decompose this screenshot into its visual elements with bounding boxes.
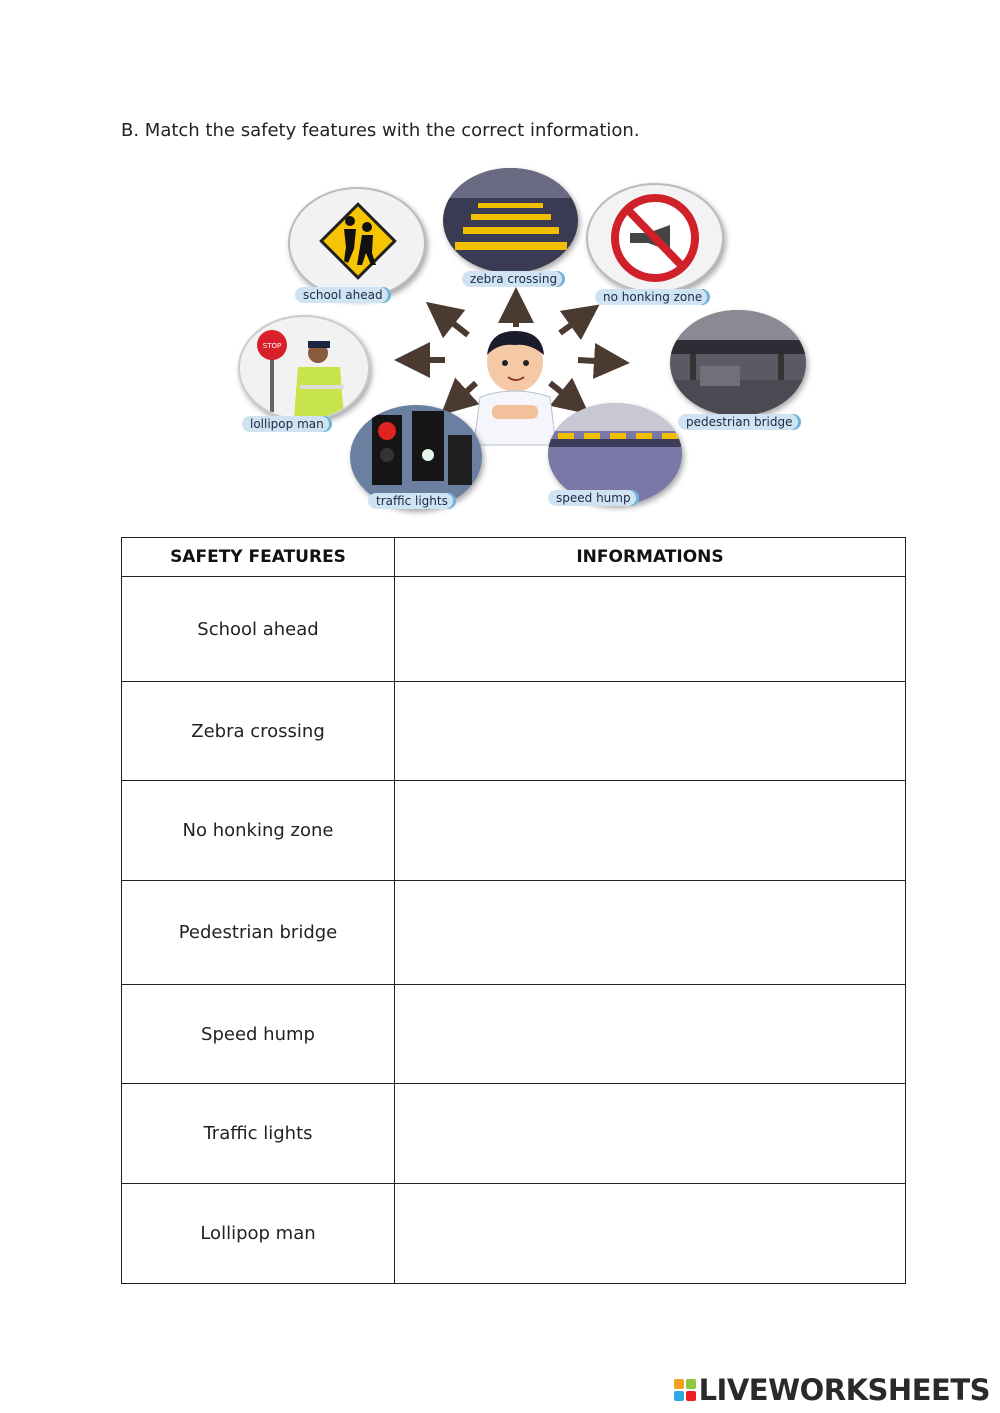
information-drop-zone[interactable] [395, 985, 906, 1084]
no-honking-sign [586, 183, 724, 293]
information-drop-zone[interactable] [395, 1084, 906, 1184]
school-ahead-icon [290, 189, 424, 297]
information-drop-zone[interactable] [395, 881, 906, 985]
table-row [122, 781, 906, 881]
information-drop-zone[interactable] [395, 577, 906, 682]
arrow-down-left-icon [454, 383, 476, 403]
no-honking-icon [588, 185, 722, 291]
pedestrian-bridge-icon [670, 310, 806, 416]
arrow-up-right-icon [560, 315, 585, 333]
feature-cell: Lollipop man [122, 1184, 395, 1284]
matching-table [121, 537, 906, 1284]
information-drop-zone[interactable] [395, 781, 906, 881]
safety-features-illustration [230, 165, 820, 520]
table-row [122, 577, 906, 682]
boy-figure [474, 331, 556, 445]
label-traffic-lights: traffic lights [368, 493, 456, 509]
arrow-right-icon [578, 360, 612, 362]
feature-cell: School ahead [122, 577, 395, 682]
label-zebra-crossing: zebra crossing [462, 271, 565, 287]
lollipop-man-photo [238, 315, 370, 421]
brand-name: LIVEWORKSHEETS [698, 1373, 990, 1407]
arrow-down-right-icon [550, 383, 575, 403]
instruction-text: B. Match the safety features with the correct information. [121, 120, 640, 141]
lollipop-man-icon [240, 317, 368, 419]
pedestrian-bridge-photo [670, 310, 806, 416]
zebra-crossing-photo [443, 168, 578, 273]
information-drop-zone[interactable] [395, 1184, 906, 1284]
label-no-honking-zone: no honking zone [595, 289, 710, 305]
label-pedestrian-bridge: pedestrian bridge [678, 414, 801, 430]
label-lollipop-man: lollipop man [242, 416, 332, 432]
table-header-row [122, 538, 906, 577]
feature-cell: Pedestrian bridge [122, 881, 395, 985]
feature-cell: Zebra crossing [122, 682, 395, 781]
table-row [122, 985, 906, 1084]
header-informations: INFORMATIONS [395, 538, 906, 577]
feature-cell: Speed hump [122, 985, 395, 1084]
feature-cell: No honking zone [122, 781, 395, 881]
table-row [122, 1084, 906, 1184]
zebra-crossing-icon [443, 168, 578, 273]
header-safety-features: SAFETY FEATURES [122, 538, 395, 577]
table-row [122, 682, 906, 781]
lollipop-sign-text: STOP [262, 342, 282, 350]
table-row [122, 1184, 906, 1284]
information-drop-zone[interactable] [395, 682, 906, 781]
feature-cell: Traffic lights [122, 1084, 395, 1184]
label-speed-hump: speed hump [548, 490, 639, 506]
liveworksheets-logo[interactable] [674, 1373, 990, 1407]
school-ahead-sign [288, 187, 426, 299]
table-row [122, 881, 906, 985]
arrow-up-left-icon [440, 313, 468, 335]
liveworksheets-logo-icon [674, 1379, 696, 1401]
label-school-ahead: school ahead [295, 287, 391, 303]
